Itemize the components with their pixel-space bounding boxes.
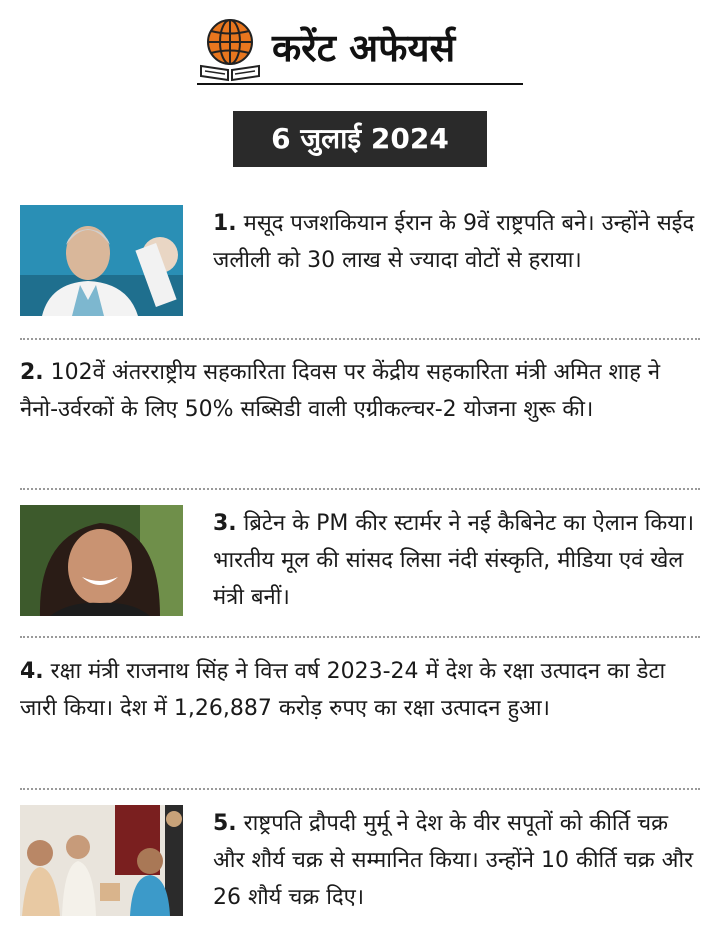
globe-book-icon [197, 18, 263, 82]
news-number: 5. [213, 811, 237, 836]
news-body: रक्षा मंत्री राजनाथ सिंह ने वित्त वर्ष 2023-24 में देश के रक्षा उत्पादन का डेटा जारी किया। देश में 1,26,887 करोड़ रुपए का रक्षा उत्पादन हुआ। [20, 659, 666, 721]
separator [20, 488, 700, 490]
news-item-1 [20, 205, 700, 317]
news-number: 2. [20, 360, 44, 385]
news-number: 4. [20, 659, 44, 684]
news-body: 102वें अंतरराष्ट्रीय सहकारिता दिवस पर केंद्रीय सहकारिता मंत्री अमित शाह ने नैनो-उर्वरकों के लिए 50% सब्सिडी वाली एग्रीकल्चर-2 योजना शुरू की। [20, 360, 661, 422]
news-text-3 [213, 505, 700, 616]
news-number: 3. [213, 511, 237, 536]
news-image-3 [20, 505, 183, 616]
date-badge: 6 जुलाई 2024 [233, 111, 487, 167]
news-body: मसूद पजशकियान ईरान के 9वें राष्ट्रपति बने। उन्होंने सईद जलीली को 30 लाख से ज्यादा वोटों से हराया। [213, 211, 695, 273]
news-item-2 [20, 354, 700, 428]
news-number: 1. [213, 211, 237, 236]
separator [20, 788, 700, 790]
header [0, 0, 720, 110]
news-image-1 [20, 205, 183, 316]
news-item-4 [20, 653, 700, 727]
news-body: राष्ट्रपति द्रौपदी मुर्मू ने देश के वीर सपूतों को कीर्ति चक्र और शौर्य चक्र से सम्मानित किया। उन्होंने 10 कीर्ति चक्र और 26 शौर्य चक्र दिए। [213, 811, 694, 910]
separator [20, 338, 700, 340]
separator [20, 636, 700, 638]
brand-title: करेंट अफेयर्स [272, 26, 456, 70]
news-image-5 [20, 805, 183, 916]
news-text-5 [213, 805, 700, 916]
news-text-4 [20, 653, 700, 727]
brand-underline [197, 83, 523, 85]
news-text-1 [213, 205, 700, 279]
news-body: ब्रिटेन के PM कीर स्टार्मर ने नई कैबिनेट का ऐलान किया। भारतीय मूल की सांसद लिसा नंदी संस्कृति, मीडिया एवं खेल मंत्री बनीं। [213, 511, 695, 610]
news-text-2 [20, 354, 700, 428]
news-item-5 [20, 805, 700, 917]
news-item-3 [20, 505, 700, 617]
